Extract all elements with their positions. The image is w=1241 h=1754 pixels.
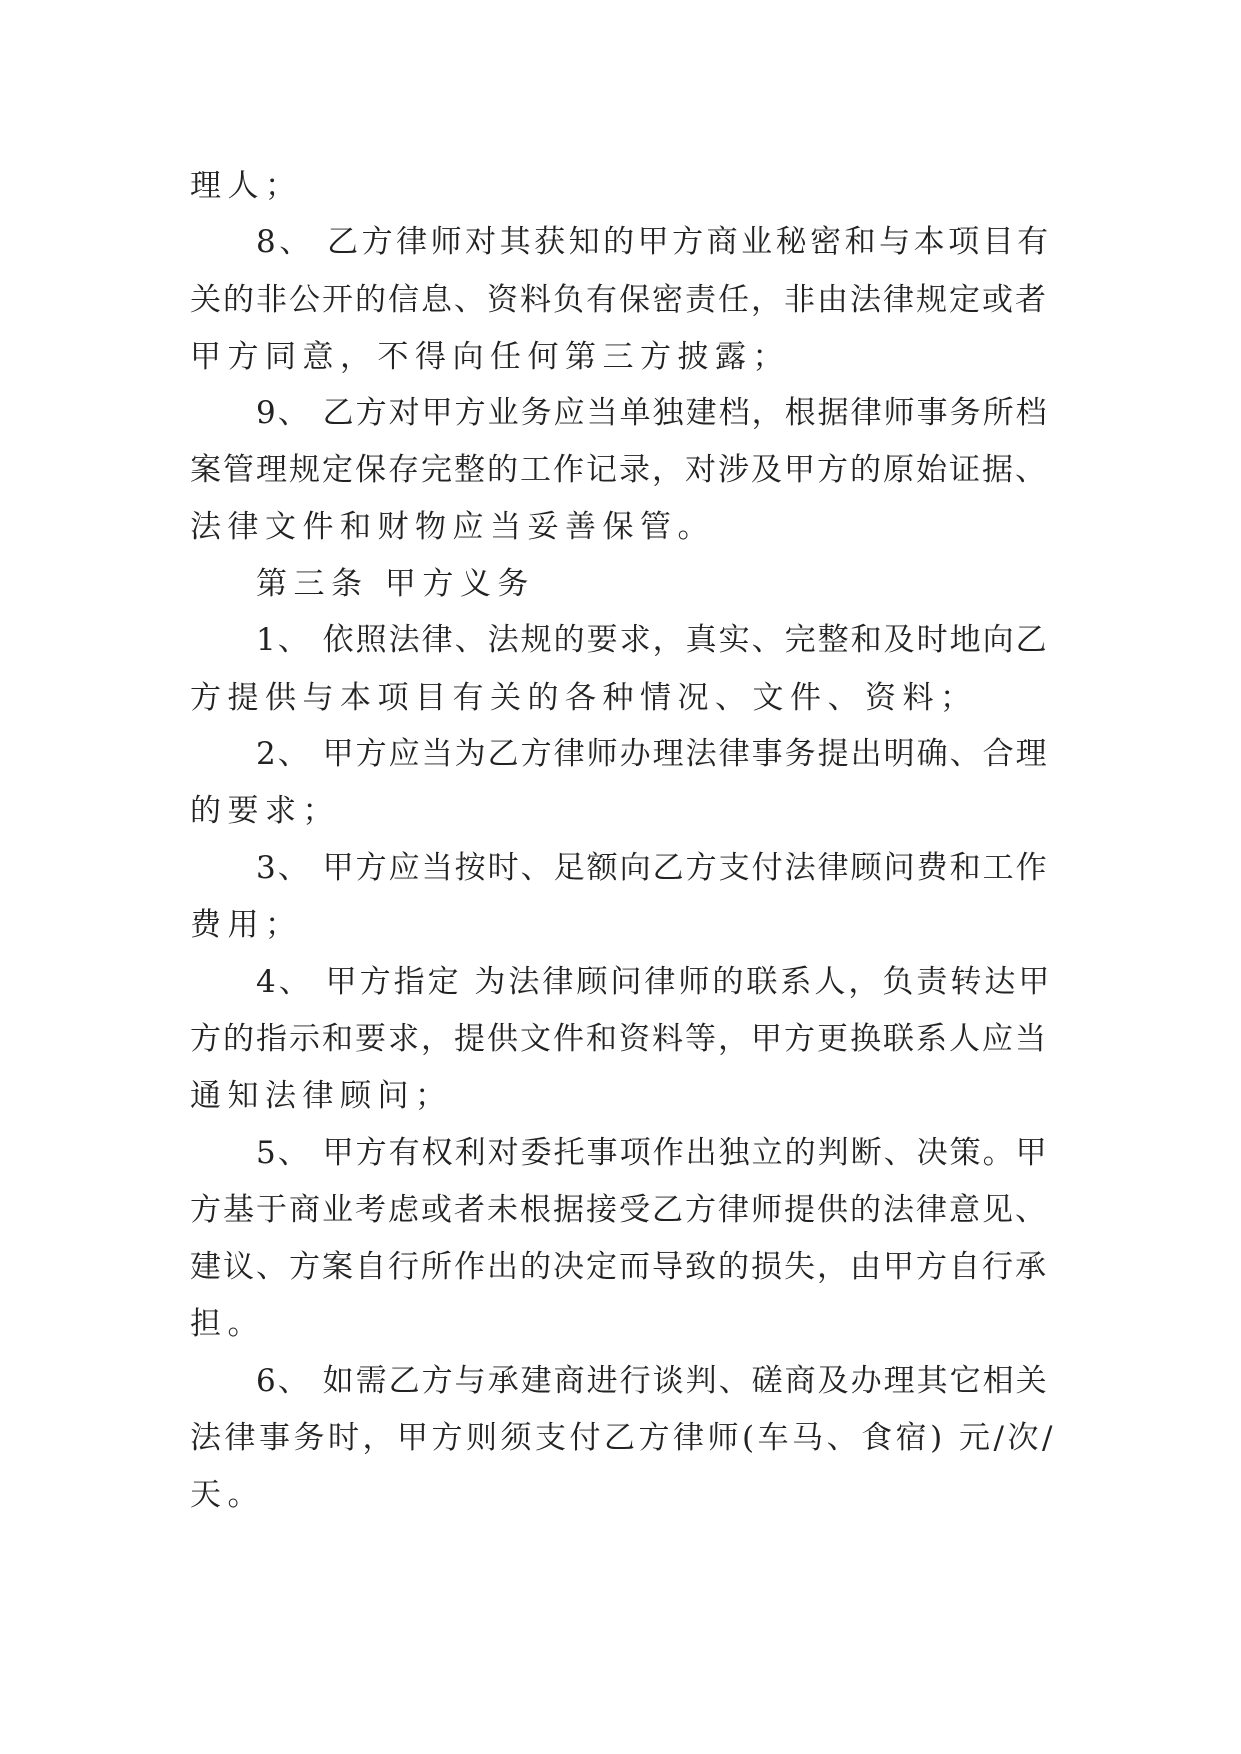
text-line: 理人；: [190, 168, 303, 204]
clause-8-line-2: 关的非公开的信息、资料负有保密责任，非由法律规定或者: [190, 282, 1048, 318]
item-6-line-1: 6、 如需乙方与承建商进行谈判、磋商及办理其它相关: [256, 1363, 1049, 1399]
section-heading: 第三条 甲方义务: [256, 566, 535, 602]
item-4-line-1: 4、 甲方指定 为法律顾问律师的联系人，负责转达甲: [256, 964, 1053, 1000]
item-4-line-3: 通知法律顾问；: [190, 1078, 453, 1114]
item-3-line-1: 3、 甲方应当按时、足额向乙方支付法律顾问费和工作: [256, 850, 1049, 886]
item-5-line-2: 方基于商业考虑或者未根据接受乙方律师提供的法律意见、: [190, 1192, 1048, 1228]
item-2-line-1: 2、 甲方应当为乙方律师办理法律事务提出明确、合理: [256, 736, 1049, 772]
item-1-line-2: 方提供与本项目有关的各种情况、文件、资料；: [190, 680, 978, 716]
clause-9-line-1: 9、 乙方对甲方业务应当单独建档，根据律师事务所档: [256, 395, 1049, 431]
item-5-line-1: 5、 甲方有权利对委托事项作出独立的判断、决策。甲: [256, 1135, 1049, 1171]
item-6-line-3: 天。: [190, 1477, 265, 1513]
item-6-line-2: 法律事务时，甲方则须支付乙方律师(车马、食宿) 元/次/: [190, 1420, 1056, 1456]
item-5-line-3: 建议、方案自行所作出的决定而导致的损失，由甲方自行承: [190, 1249, 1048, 1285]
item-4-line-2: 方的指示和要求，提供文件和资料等，甲方更换联系人应当: [190, 1021, 1048, 1057]
clause-9-line-2: 案管理规定保存完整的工作记录，对涉及甲方的原始证据、: [190, 452, 1048, 488]
item-2-line-2: 的要求；: [190, 793, 340, 829]
item-3-line-2: 费用；: [190, 907, 303, 943]
item-1-line-1: 1、 依照法律、法规的要求，真实、完整和及时地向乙: [256, 622, 1049, 658]
clause-9-line-3: 法律文件和财物应当妥善保管。: [190, 509, 715, 545]
item-5-line-4: 担。: [190, 1306, 265, 1342]
clause-8-line-3: 甲方同意，不得向任何第三方披露；: [190, 339, 790, 375]
clause-8-line-1: 8、 乙方律师对其获知的甲方商业秘密和与本项目有: [256, 224, 1052, 260]
